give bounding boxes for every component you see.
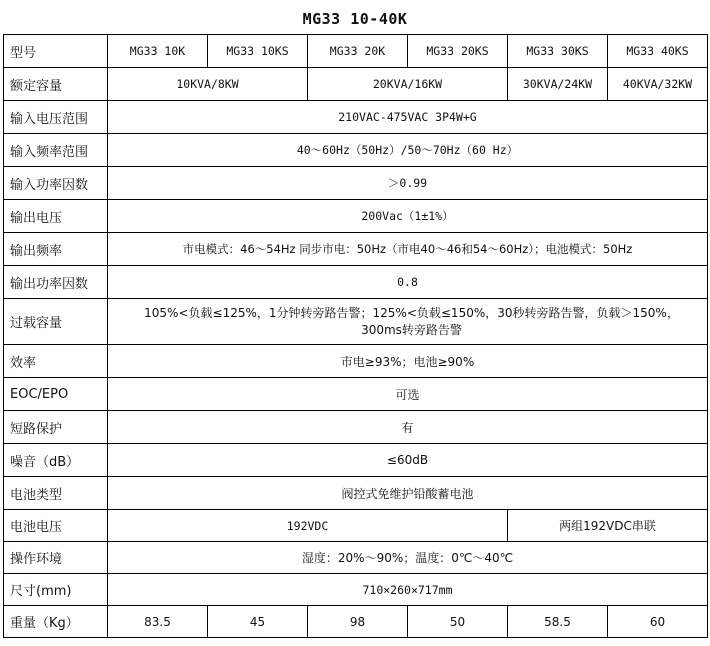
weight-cell: 98 — [308, 606, 408, 638]
row-overload — [4, 299, 708, 345]
model-cell: MG33 10K — [108, 35, 208, 68]
capacity-cell: 20KVA/16KW — [308, 68, 508, 101]
label-model: 型号 — [4, 35, 108, 68]
label-battery-voltage: 电池电压 — [4, 510, 108, 542]
label-battery-type: 电池类型 — [4, 477, 108, 510]
model-cell: MG33 30KS — [508, 35, 608, 68]
value-input-pf: ＞0.99 — [108, 167, 708, 200]
row-battery-voltage — [4, 510, 708, 542]
row-efficiency — [4, 345, 708, 378]
row-noise — [4, 444, 708, 477]
row-input-freq — [4, 134, 708, 167]
row-output-freq — [4, 233, 708, 266]
label-efficiency: 效率 — [4, 345, 108, 378]
row-short-protect — [4, 411, 708, 444]
model-cell: MG33 40KS — [608, 35, 708, 68]
label-overload: 过载容量 — [4, 299, 108, 345]
value-battery-voltage-b: 两组192VDC串联 — [508, 510, 708, 542]
label-input-freq: 输入频率范围 — [4, 134, 108, 167]
row-input-voltage — [4, 101, 708, 134]
spec-table — [3, 34, 708, 638]
weight-cell: 45 — [208, 606, 308, 638]
weight-cell: 60 — [608, 606, 708, 638]
value-dimensions: 710×260×717mm — [108, 574, 708, 606]
value-input-voltage: 210VAC-475VAC 3P4W+G — [108, 101, 708, 134]
value-output-voltage: 200Vac（1±1%） — [108, 200, 708, 233]
row-environment — [4, 542, 708, 574]
label-dimensions: 尺寸(mm) — [4, 574, 108, 606]
model-cell: MG33 20KS — [408, 35, 508, 68]
value-output-pf: 0.8 — [108, 266, 708, 299]
label-input-voltage: 输入电压范围 — [4, 101, 108, 134]
model-cell: MG33 20K — [308, 35, 408, 68]
row-model — [4, 35, 708, 68]
row-weight — [4, 606, 708, 638]
value-noise: ≤60dB — [108, 444, 708, 477]
label-weight: 重量（Kg） — [4, 606, 108, 638]
weight-cell: 58.5 — [508, 606, 608, 638]
row-output-pf — [4, 266, 708, 299]
capacity-cell: 30KVA/24KW — [508, 68, 608, 101]
row-eoc-epo — [4, 378, 708, 411]
value-eoc-epo: 可选 — [108, 378, 708, 411]
label-noise: 噪音（dB） — [4, 444, 108, 477]
model-cell: MG33 10KS — [208, 35, 308, 68]
value-battery-voltage-a: 192VDC — [108, 510, 508, 542]
label-output-pf: 输出功率因数 — [4, 266, 108, 299]
weight-cell: 83.5 — [108, 606, 208, 638]
row-rated-capacity — [4, 68, 708, 101]
value-input-freq: 40～60Hz（50Hz）/50～70Hz（60 Hz） — [108, 134, 708, 167]
value-short-protect: 有 — [108, 411, 708, 444]
label-input-pf: 输入功率因数 — [4, 167, 108, 200]
capacity-cell: 40KVA/32KW — [608, 68, 708, 101]
page-title: MG33 10-40K — [302, 10, 408, 28]
label-output-freq: 输出频率 — [4, 233, 108, 266]
value-output-freq: 市电模式：46～54Hz 同步市电：50Hz（市电40～46和54～60Hz）；电池模式：50Hz — [108, 233, 708, 266]
label-eoc-epo: EOC/EPO — [4, 378, 108, 411]
value-battery-type: 阀控式免维护铅酸蓄电池 — [108, 477, 708, 510]
label-rated-capacity: 额定容量 — [4, 68, 108, 101]
value-efficiency: 市电≥93%；电池≥90% — [108, 345, 708, 378]
value-environment: 湿度：20%～90%；温度：0℃～40℃ — [108, 542, 708, 574]
row-battery-type — [4, 477, 708, 510]
label-short-protect: 短路保护 — [4, 411, 108, 444]
weight-cell: 50 — [408, 606, 508, 638]
capacity-cell: 10KVA/8KW — [108, 68, 308, 101]
label-environment: 操作环境 — [4, 542, 108, 574]
row-input-pf — [4, 167, 708, 200]
row-output-voltage — [4, 200, 708, 233]
value-overload: 105%<负载≤125%，1分钟转旁路告警；125%<负载≤150%，30秒转旁路告警，负载＞150%，300ms转旁路告警 — [108, 299, 708, 345]
row-dimensions — [4, 574, 708, 606]
label-output-voltage: 输出电压 — [4, 200, 108, 233]
